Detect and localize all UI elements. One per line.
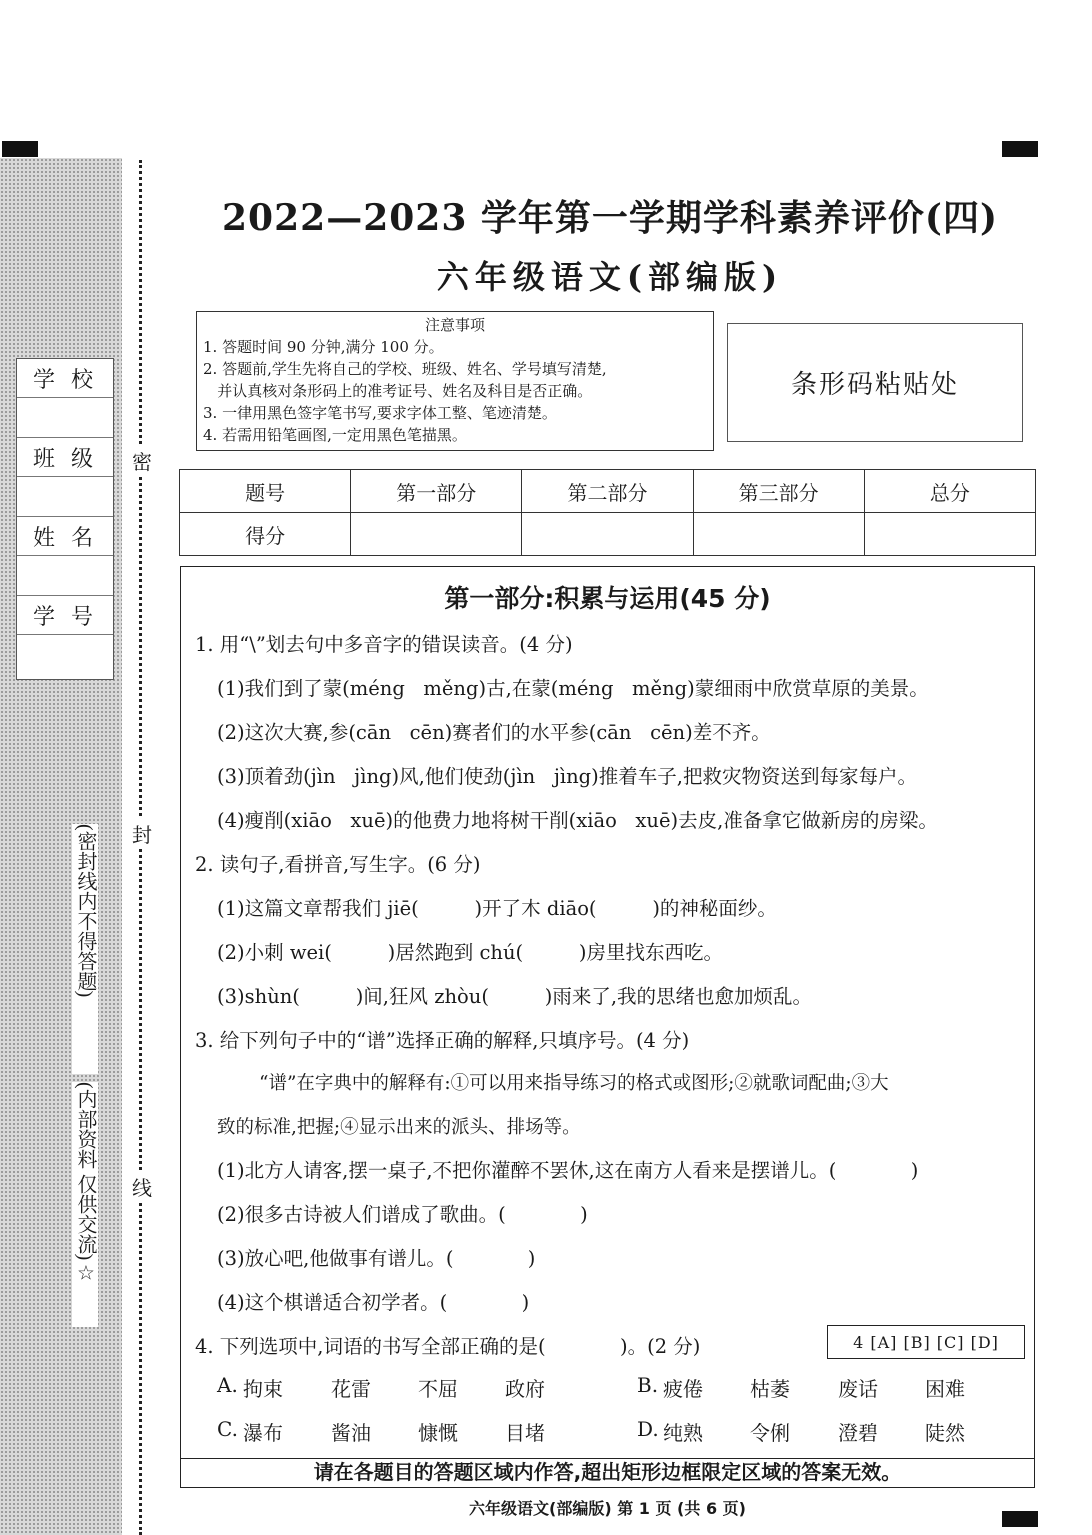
option-word: 澄碧 [838, 1421, 878, 1445]
option-word: 拘束 [243, 1377, 283, 1401]
barcode-area: 条形码粘贴处 [727, 323, 1023, 442]
option-word: 不屈 [418, 1377, 458, 1401]
score-cell-part3[interactable] [693, 513, 864, 556]
question-1-item: (2)这次大赛,参(cān cēn)赛者们的水平参(cān cēn)差不齐。 [217, 721, 771, 744]
option-word: 目堵 [505, 1421, 545, 1445]
score-cell-total[interactable] [864, 513, 1035, 556]
notice-item: 4. 若需用铅笔画图,一定用黑色笔描黑。 [203, 426, 467, 444]
score-cell-part1[interactable] [351, 513, 522, 556]
option-word: 瀑布 [243, 1421, 283, 1445]
notice-item: 1. 答题时间 90 分钟,满分 100 分。 [203, 338, 444, 356]
question-3-item[interactable]: (3)放心吧,他做事有谱儿。( ) [217, 1247, 536, 1270]
option-word: 花雷 [331, 1377, 371, 1401]
notice-title: 注意事项 [424, 316, 485, 334]
question-1-item: (4)瘦削(xiāo xuē)的他费力地将树干削(xiāo xuē)去皮,准备拿它做新房的房梁。 [217, 809, 938, 832]
option-word: 陡然 [925, 1421, 965, 1445]
option-letter-a: A. [217, 1373, 238, 1397]
name-field[interactable] [17, 556, 113, 596]
question-3-desc: “谱”在字典中的解释有:①可以用来指导练习的格式或图形;②就歌词配曲;③大 [259, 1073, 889, 1094]
notice-item: 2. 答题前,学生先将自己的学校、班级、姓名、学号填写清楚, [203, 360, 607, 378]
option-letter-d: D. [637, 1417, 659, 1441]
student-info-box [16, 358, 114, 680]
score-cell-part2[interactable] [522, 513, 693, 556]
option-word: 疲倦 [663, 1377, 703, 1401]
question-2: 2. 读句子,看拼音,写生字。(6 分) [195, 853, 481, 876]
question-1: 1. 用“\”划去句中多音字的错误读音。(4 分) [195, 633, 573, 656]
question-3-item[interactable]: (4)这个棋谱适合初学者。( ) [217, 1291, 530, 1314]
score-table [179, 469, 1036, 556]
option-word: 纯熟 [663, 1421, 703, 1445]
internal-material-note: (内部资料 仅供交流)☆ [72, 1082, 98, 1327]
exam-subtitle: 六年级语文(部编版) [436, 258, 784, 296]
corner-mark-top-left [2, 141, 38, 157]
corner-mark-top-right [1002, 141, 1038, 157]
seal-note: (密封线内不得答题) [72, 824, 98, 1074]
option-letter-c: C. [217, 1417, 238, 1441]
option-word: 酱油 [331, 1421, 371, 1445]
notice-item: 并认真核对条形码上的准考证号、姓名及科目是否正确。 [203, 382, 593, 400]
option-word: 枯萎 [750, 1377, 790, 1401]
seal-char-xian: 线 [130, 1172, 154, 1201]
notice-box [196, 311, 714, 451]
seal-char-feng: 封 [130, 819, 154, 848]
question-1-item: (3)顶着劲(jìn jìng)风,他们使劲(jìn jìng)推着车子,把救灾物资送到每家每户。 [217, 765, 917, 788]
school-label: 学校 [17, 359, 113, 398]
score-header: 第二部分 [522, 470, 693, 513]
seal-char-mi: 密 [130, 446, 154, 475]
question-2-item[interactable]: (1)这篇文章帮我们 jiē( )开了木 diāo( )的神秘面纱。 [217, 897, 777, 920]
part1-title: 第一部分:积累与运用(45 分) [444, 584, 771, 613]
student-number-field[interactable] [17, 635, 113, 675]
notice-item: 3. 一律用黑色签字笔书写,要求字体工整、笔迹清楚。 [203, 404, 557, 422]
answer-bubble-box[interactable]: 4 [A] [B] [C] [D] [827, 1325, 1025, 1359]
option-word: 困难 [925, 1377, 965, 1401]
score-header: 第一部分 [351, 470, 522, 513]
student-number-label: 学号 [17, 596, 113, 635]
question-2-item[interactable]: (3)shùn( )间,狂风 zhòu( )雨来了,我的思绪也愈加烦乱。 [217, 985, 813, 1008]
name-label: 姓名 [17, 517, 113, 556]
score-header: 总分 [864, 470, 1035, 513]
school-field[interactable] [17, 398, 113, 438]
option-word: 慷慨 [418, 1421, 458, 1445]
option-letter-b: B. [637, 1373, 659, 1397]
option-word: 令俐 [750, 1421, 790, 1445]
question-4: 4. 下列选项中,词语的书写全部正确的是( )。(2 分) [195, 1335, 701, 1358]
question-3: 3. 给下列句子中的“谱”选择正确的解释,只填序号。(4 分) [195, 1029, 690, 1052]
score-header: 题号 [180, 470, 351, 513]
question-3-desc: 致的标准,把握;④显示出来的派头、排场等。 [217, 1117, 581, 1138]
part1-section [180, 566, 1035, 1459]
class-label: 班级 [17, 438, 113, 477]
question-2-item[interactable]: (2)小刺 wei( )居然跑到 chú( )房里找东西吃。 [217, 941, 724, 964]
option-word: 废话 [838, 1377, 878, 1401]
question-3-item[interactable]: (2)很多古诗被人们谱成了歌曲。( ) [217, 1203, 588, 1226]
score-header: 第三部分 [693, 470, 864, 513]
class-field[interactable] [17, 477, 113, 517]
exam-title: 2022—2023 学年第一学期学科素养评价(四) [222, 197, 998, 239]
question-1-item: (1)我们到了蒙(méng měng)古,在蒙(méng měng)蒙细雨中欣赏草原的美景。 [217, 677, 929, 700]
page-footer: 六年级语文(部编版) 第 1 页 (共 6 页) [469, 1499, 746, 1518]
score-row-label: 得分 [180, 513, 351, 556]
question-3-item[interactable]: (1)北方人请客,摆一桌子,不把你灌醉不罢休,这在南方人看来是摆谱儿。( ) [217, 1159, 919, 1182]
answer-area-warning: 请在各题目的答题区域内作答,超出矩形边框限定区域的答案无效。 [180, 1458, 1035, 1488]
option-word: 政府 [505, 1377, 545, 1401]
